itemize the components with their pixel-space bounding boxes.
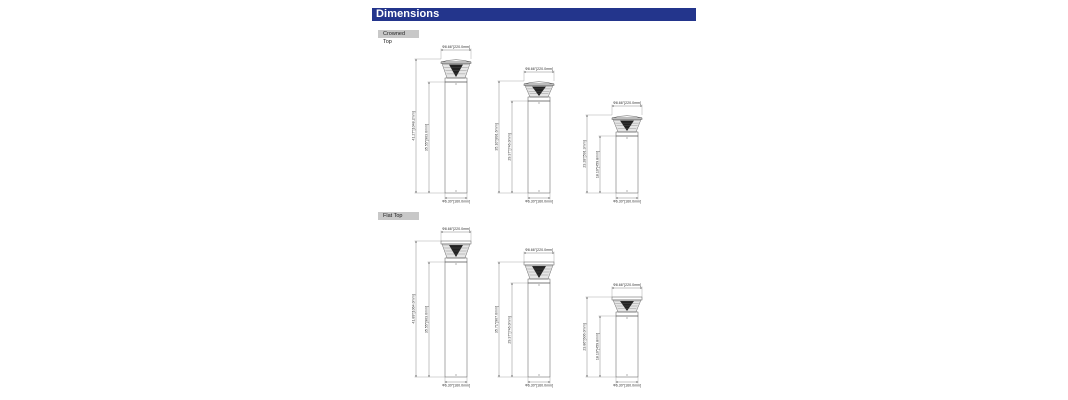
- bollard-post: [528, 283, 550, 377]
- head-diameter-label: Φ8.66"[220.0mm]: [441, 227, 471, 232]
- head-diameter-label: Φ8.66"[220.0mm]: [524, 67, 554, 72]
- bollard-drawing: [582, 283, 642, 387]
- head-diameter-label: Φ8.66"[220.0mm]: [524, 248, 554, 253]
- lamp-collar: [528, 97, 550, 101]
- lamp-collar: [616, 132, 638, 136]
- base-diameter-label: Φ6.30"[160.0mm]: [524, 383, 554, 388]
- post-height-label: 35.55"[903.0mm]: [424, 123, 429, 152]
- lamp-collar: [528, 279, 550, 283]
- lamp-collar: [445, 258, 467, 262]
- bollard-drawing: [411, 45, 471, 203]
- bollard-post: [445, 82, 467, 193]
- bollard-drawing: [494, 67, 554, 203]
- total-height-label: 35.71"[907.0mm]: [494, 305, 499, 334]
- access-screw: [627, 138, 628, 139]
- bollard-drawing: [582, 101, 642, 203]
- post-height-label: 29.37"[746.0mm]: [507, 133, 512, 161]
- bollard-drawing: [494, 248, 554, 387]
- total-height-label: 41.89"[1064.0mm]: [411, 294, 416, 324]
- base-screw: [539, 191, 540, 192]
- bollard-post: [616, 136, 638, 193]
- post-height-label: 18.10"[459.8mm]: [595, 332, 600, 361]
- access-screw: [456, 84, 457, 85]
- base-diameter-label: Φ6.30"[160.0mm]: [441, 383, 471, 388]
- base-diameter-label: Φ6.30"[160.0mm]: [524, 199, 554, 204]
- lamp-cap: [441, 60, 471, 62]
- base-screw: [627, 375, 628, 376]
- total-height-label: 41.27"[1048.2mm]: [411, 111, 416, 141]
- lamp-cap: [441, 241, 471, 244]
- total-height-label: 35.10"[891.6mm]: [494, 123, 499, 151]
- bollard-post: [528, 101, 550, 193]
- base-screw: [456, 191, 457, 192]
- head-diameter-label: Φ8.66"[220.0mm]: [612, 283, 642, 288]
- total-height-label: 23.86"[606.0mm]: [582, 323, 587, 351]
- section-label-crowned-top: Crowned Top: [378, 30, 419, 38]
- bollard-post: [616, 316, 638, 377]
- base-diameter-label: Φ6.30"[160.0mm]: [441, 199, 471, 204]
- base-diameter-label: Φ6.30"[160.0mm]: [612, 199, 642, 204]
- base-screw: [539, 375, 540, 376]
- access-screw: [627, 318, 628, 319]
- page-title: Dimensions: [376, 8, 440, 20]
- access-screw: [456, 264, 457, 265]
- bollard-post: [445, 262, 467, 377]
- access-screw: [539, 103, 540, 104]
- lamp-cap: [524, 262, 554, 265]
- base-screw: [627, 191, 628, 192]
- section-label-flat-top: Flat Top: [378, 212, 419, 220]
- lamp-cap: [612, 297, 642, 300]
- post-height-label: 18.10"[459.8mm]: [595, 150, 600, 179]
- lamp-collar: [445, 78, 467, 82]
- head-diameter-label: Φ8.66"[220.0mm]: [612, 101, 642, 106]
- total-height-label: 23.28"[591.3mm]: [582, 140, 587, 168]
- base-diameter-label: Φ6.30"[160.0mm]: [612, 383, 642, 388]
- lamp-cap-rim: [612, 118, 642, 120]
- access-screw: [539, 285, 540, 286]
- post-height-label: 35.55"[903.0mm]: [424, 305, 429, 334]
- lamp-cap-rim: [441, 62, 471, 64]
- base-screw: [456, 375, 457, 376]
- lamp-cap-rim: [524, 84, 554, 86]
- lamp-collar: [616, 312, 638, 316]
- lamp-cap: [612, 116, 642, 118]
- bollard-drawing: [411, 227, 471, 387]
- lamp-cap: [524, 82, 554, 84]
- head-diameter-label: Φ8.66"[220.0mm]: [441, 45, 471, 50]
- post-height-label: 29.37"[746.0mm]: [507, 316, 512, 344]
